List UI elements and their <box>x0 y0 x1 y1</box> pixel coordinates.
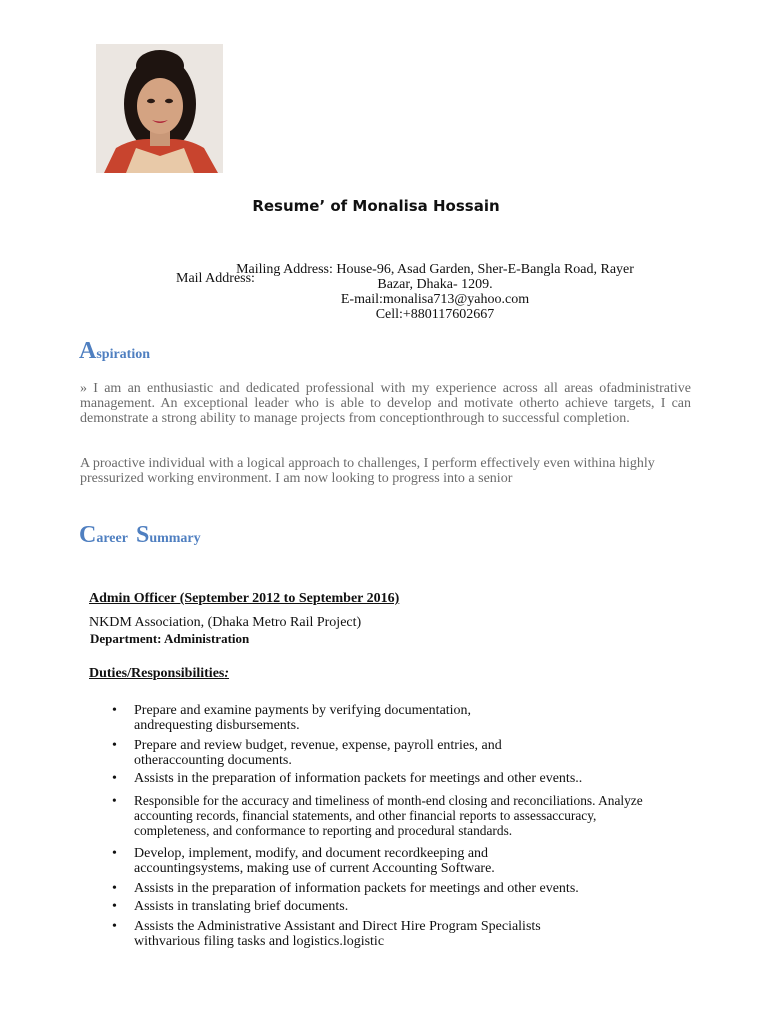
mail-address-label: Mail Address: <box>176 271 255 286</box>
bullet-icon: • <box>112 919 117 934</box>
duty-text: Assists in the preparation of information packets for meetings and other events. <box>134 881 579 896</box>
aspiration-heading-initial: A <box>79 338 97 364</box>
resume-title: Resume’ of Monalisa Hossain <box>252 197 500 215</box>
duty-text: Assists in the preparation of information packets for meetings and other events.. <box>134 771 583 786</box>
cell-line: Cell:+880117602667 <box>375 307 495 322</box>
portrait-image <box>96 44 223 173</box>
aspiration-heading-rest: spiration <box>96 347 151 362</box>
address-line-1: Mailing Address: House-96, Asad Garden, Sher-E-Bangla Road, Rayer <box>236 262 634 277</box>
email-line: E-mail:monalisa713@yahoo.com <box>340 292 530 307</box>
duty-item <box>112 846 672 876</box>
career-heading-c: C <box>79 522 97 548</box>
duty-text: Assists in translating brief documents. <box>134 899 349 914</box>
bullet-icon: • <box>112 846 117 861</box>
career-heading-ummary: ummary <box>149 531 201 546</box>
organization: NKDM Association, (Dhaka Metro Rail Project) <box>89 615 362 630</box>
bullet-icon: • <box>112 899 117 914</box>
aspiration-paragraph-1: » I am an enthusiastic and dedicated professional with my experience across all areas ofadministrative management. An exceptional leader who is able to develop and motivate otherto achieve targets, I can demonstrate a strong ability to manage projects from conceptionthrough to successful completion. <box>80 381 691 426</box>
duty-item <box>112 881 672 896</box>
duties-heading <box>89 666 229 682</box>
address-block <box>190 262 680 322</box>
address-line-2: Bazar, Dhaka- 1209. <box>377 277 493 292</box>
aspiration-paragraph-2: A proactive individual with a logical approach to challenges, I perform effectively even withina highly pressurized working environment. I am now looking to progress into a senior <box>80 456 655 486</box>
duty-text: Develop, implement, modify, and document recordkeeping and accountingsystems, making use of current Accounting Software. <box>134 846 495 876</box>
duty-item <box>112 738 672 768</box>
duty-item <box>112 899 672 914</box>
duty-text: Assists the Administrative Assistant and Direct Hire Program Specialists withvarious filing tasks and logistics.logistic <box>134 919 541 949</box>
duty-text: Responsible for the accuracy and timeliness of month-end closing and reconciliations. Analyze accounting records, financial statements, and other financial reports to assessaccuracy, completeness, and conformance to reporting and procedural standards. <box>134 793 643 838</box>
aspiration-heading <box>79 338 150 365</box>
job-title: Admin Officer (September 2012 to September 2016) <box>89 591 400 606</box>
bullet-icon: • <box>112 771 117 786</box>
duty-item <box>112 771 672 786</box>
career-summary-heading <box>79 522 201 549</box>
duty-item <box>112 919 672 949</box>
duty-text: Prepare and examine payments by verifying documentation, andrequesting disbursements. <box>134 703 472 733</box>
department: Department: Administration <box>90 631 250 646</box>
career-heading-areer: areer <box>96 531 128 546</box>
duty-item <box>112 703 672 733</box>
bullet-icon: • <box>112 738 117 753</box>
bullet-icon: • <box>112 793 117 808</box>
profile-photo <box>96 44 223 173</box>
duties-colon: : <box>224 666 230 681</box>
duty-item <box>112 793 664 838</box>
career-heading-s: S <box>135 522 150 548</box>
duties-label: Duties/Responsibilities <box>89 666 225 681</box>
bullet-icon: • <box>112 881 117 896</box>
bullet-icon: • <box>112 703 117 718</box>
duty-text: Prepare and review budget, revenue, expense, payroll entries, and otheraccounting documents. <box>134 738 502 768</box>
